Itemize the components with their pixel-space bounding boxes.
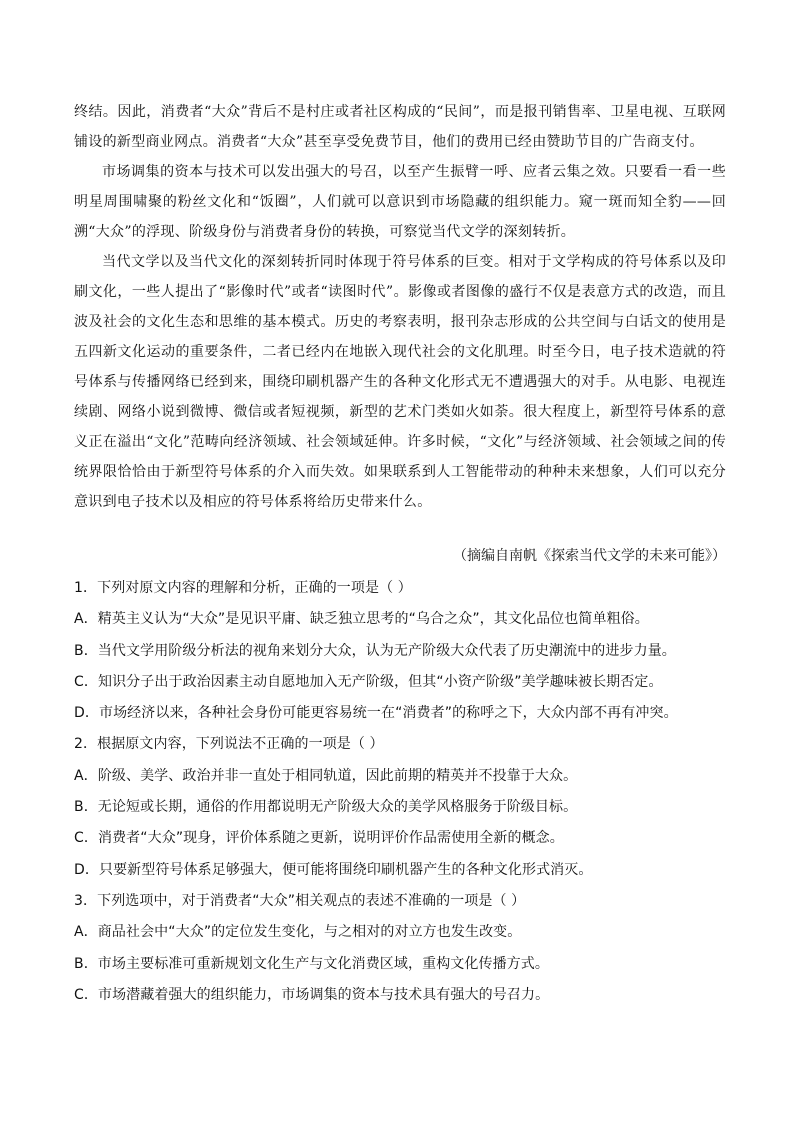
question-stem: 3．下列选项中，对于消费者“大众”相关观点的表述不准确的一项是（ ） [74, 892, 526, 909]
option-b: B．市场主要标准可重新规划文化生产与文化消费区域，重构文化传播方式。 [74, 955, 550, 972]
option-a: A．精英主义认为“大众”是见识平庸、缺乏独立思考的“乌合之众”，其文化品位也简单粗俗。 [74, 611, 649, 628]
option-c: C．知识分子出于政治因素主动自愿地加入无产阶级，但其“小资产阶级”美学趣味被长期否定。 [74, 673, 663, 690]
option-a: A．阶级、美学、政治并非一直处于相同轨道，因此前期的精英并不投靠于大众。 [74, 767, 578, 784]
question-1 [74, 573, 734, 729]
question-stem: 1．下列对原文内容的理解和分析，正确的一项是（ ） [74, 580, 412, 596]
reading-passage [74, 97, 726, 517]
option-c: C．消费者“大众”现身，评价体系随之更新，说明评价作品需使用全新的概念。 [74, 830, 564, 847]
option-a: A．商品社会中“大众”的定位发生变化，与之相对的对立方也发生改变。 [74, 924, 522, 941]
question-list [74, 573, 734, 1011]
option-b: B．无论短或长期，通俗的作用都说明无产阶级大众的美学风格服务于阶级目标。 [74, 799, 578, 816]
option-d: D．只要新型符号体系足够强大，便可能将围绕印刷机器产生的各种文化形式消灭。 [74, 861, 593, 878]
question-stem: 2．根据原文内容，下列说法不正确的一项是（ ） [74, 736, 384, 753]
passage-paragraph: 终结。因此，消费者“大众”背后不是村庄或者社区构成的“民间”，而是报刊销售率、卫星电视、互联网铺设的新型商业网点。消费者“大众”甚至享受免费节目，他们的费用已经由赞助节目的广告商支付。 [74, 104, 726, 150]
option-d: D．市场经济以来，各种社会身份可能更容易统一在“消费者”的称呼之下，大众内部不再有冲突。 [74, 705, 678, 722]
passage-paragraph: 当代文学以及当代文化的深刻转折同时体现于符号体系的巨变。相对于文学构成的符号体系以及印刷文化，一些人提出了“影像时代”或者“读图时代”。影像或者图像的盛行不仅是表意方式的改造，而且波及社会的文化生态和思维的基本模式。历史的考察表明，报刊杂志形成的公共空间与白话文的使用是五四新文化运动的重要条件，二者已经内在地嵌入现代社会的文化肌理。时至今日，电子技术造就的符号体系与传播网络已经到来，围绕印刷机器产生的各种文化形式无不遭遇强大的对手。从电影、电视连续剧、网络小说到微博、微信或者短视频，新型的艺术门类如火如荼。很大程度上，新型符号体系的意义正在溢出“文化”范畴向经济领域、社会领域延伸。许多时候，“文化”与经济领域、社会领域之间的传统界限恰恰由于新型符号体系的介入而失效。如果联系到人工智能带动的种种未来想象，人们可以充分意识到电子技术以及相应的符号体系将给历史带来什么。 [74, 254, 726, 510]
question-2 [74, 729, 734, 885]
passage-source: （摘编自南帆《探索当代文学的未来可能》） [453, 548, 726, 564]
question-3 [74, 886, 734, 1011]
option-c: C．市场潜藏着强大的组织能力，市场调集的资本与技术具有强大的号召力。 [74, 986, 550, 1003]
option-b: B．当代文学用阶级分析法的视角来划分大众，认为无产阶级大众代表了历史潮流中的进步力量。 [74, 642, 676, 659]
passage-paragraph: 市场调集的资本与技术可以发出强大的号召，以至产生振臂一呼、应者云集之效。只要看一看一些明星周围啸聚的粉丝文化和“饭圈”，人们就可以意识到市场隐藏的组织能力。窥一斑而知全豹——回溯“大众”的浮现、阶级身份与消费者身份的转换，可察觉当代文学的深刻转折。 [74, 164, 726, 240]
